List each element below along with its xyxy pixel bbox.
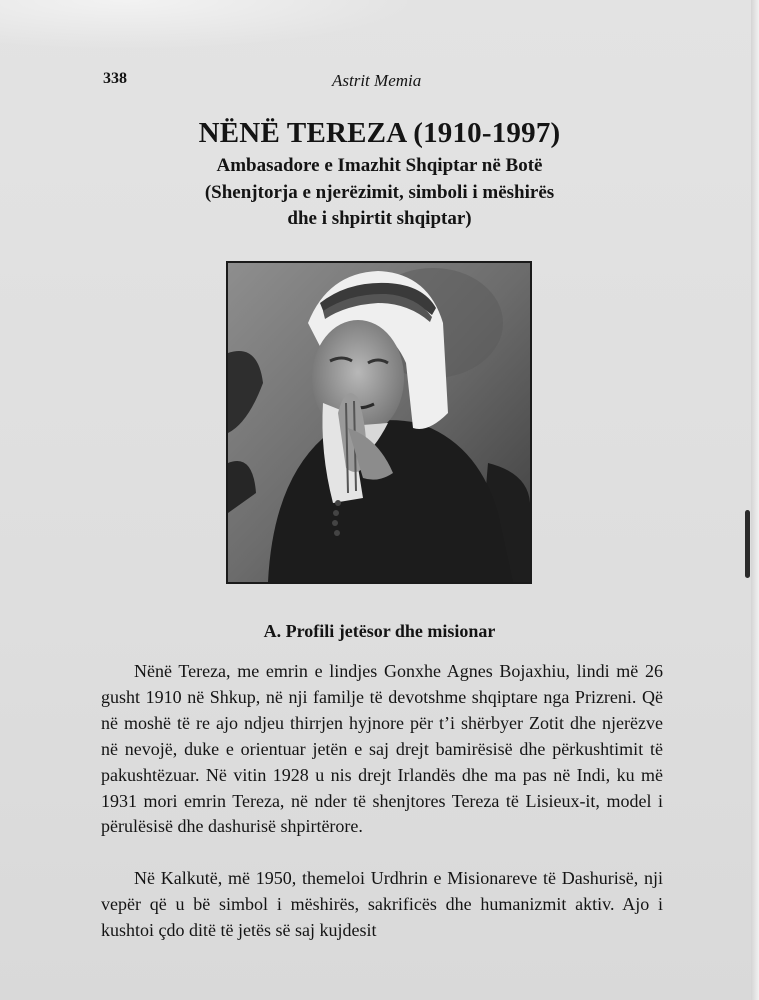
portrait-photo bbox=[226, 261, 532, 584]
page-shading bbox=[0, 0, 420, 50]
chapter-subtitle-line-1: Ambasadore e Imazhit Shqiptar në Botë bbox=[216, 155, 543, 176]
section-heading: A. Profili jetësor dhe misionar bbox=[263, 621, 496, 641]
body-paragraph-2: Në Kalkutë, më 1950, themeloi Urdhrin e Misionareve të Dashurisë, nji vepër që u bë simbol i mëshirës, sakrificës dhe humanizmit aktiv. Ajo i kushtoi çdo ditë të jetës së saj kujdesit bbox=[101, 868, 663, 940]
chapter-subtitle-line-2: (Shenjtorja e njerëzimit, simboli i mëshirës bbox=[204, 182, 555, 203]
body-paragraph-1: Nënë Tereza, me emrin e lindjes Gonxhe Agnes Bojaxhiu, lindi më 26 gusht 1910 në Shkup, në nji familje të devotshme shqiptare nga Prizreni. Që në moshë të re ajo ndjeu thirrjen hyjnore për t’i shërbyer Zotit dhe njerëzve në nevojë, duke e orientuar jetën e saj drejt bamirësisë dhe përkushtimit të pakushtëzuar. Në vitin 1928 u nis drejt Irlandës dhe ma pas në Indi, ku më 1931 mori emrin Tereza, në nder të shenjtores Tereza të Lisieux-it, model i përulësisë dhe dashurisë shpirtërore. bbox=[101, 661, 663, 837]
page-number: 338 bbox=[103, 70, 127, 87]
scrollbar-thumb[interactable] bbox=[745, 510, 750, 578]
page-edge bbox=[751, 0, 759, 1000]
chapter-title: NËNË TEREZA (1910-1997) bbox=[198, 117, 561, 149]
chapter-subtitle-line-3: dhe i shpirtit shqiptar) bbox=[287, 208, 472, 229]
portrait-illustration bbox=[228, 263, 530, 582]
running-head: Astrit Memia bbox=[332, 71, 422, 90]
